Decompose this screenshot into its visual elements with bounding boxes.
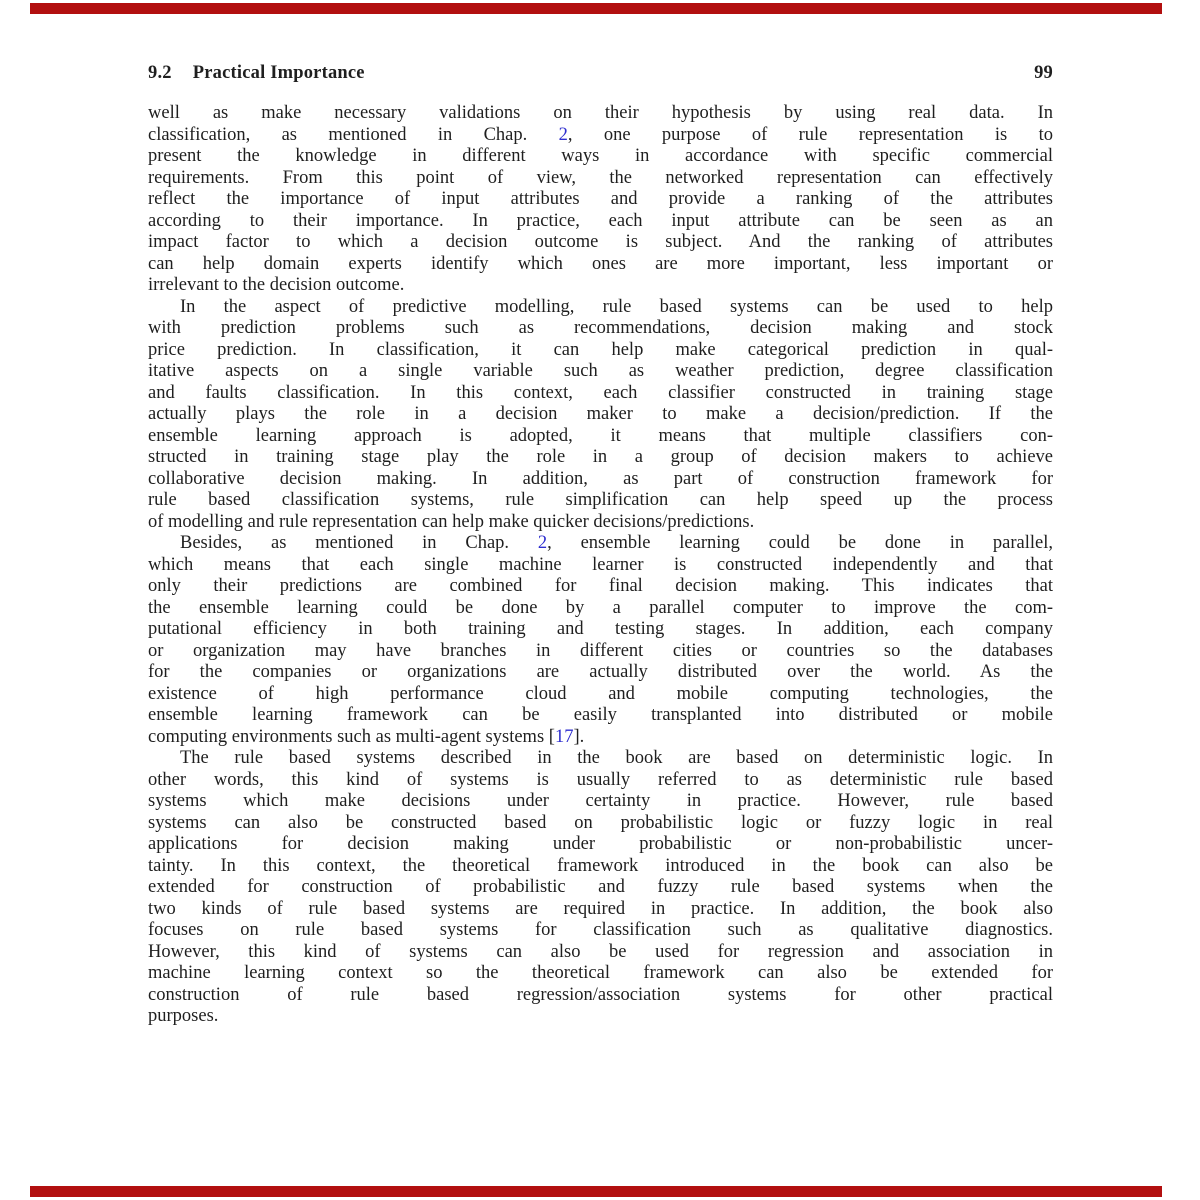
text-line: with prediction problems such as recommendations, decision making and stock bbox=[148, 318, 1053, 338]
text-line: machine learning context so the theoretical framework can also be extended for bbox=[148, 963, 1053, 983]
text-line: reflect the importance of input attributes and provide a ranking of the attributes bbox=[148, 189, 1053, 209]
chapter-2-ref-link[interactable]: 2 bbox=[558, 124, 568, 145]
paragraph bbox=[148, 297, 1053, 534]
text-line: focuses on rule based systems for classification such as qualitative diagnostics. bbox=[148, 920, 1053, 940]
text-line: putational efficiency in both training and testing stages. In addition, each company bbox=[148, 619, 1053, 639]
text-line: The rule based systems described in the book are based on deterministic logic. In bbox=[180, 748, 1053, 768]
text-line: only their predictions are combined for final decision making. This indicates that bbox=[148, 576, 1053, 596]
body-text bbox=[148, 103, 1053, 1028]
section-number: 9.2 bbox=[148, 63, 172, 83]
text-line: classification, as mentioned in Chap. 2, one purpose of rule representation is to bbox=[148, 124, 1053, 145]
text-line: two kinds of rule based systems are required in practice. In addition, the book also bbox=[148, 898, 1053, 919]
paragraph bbox=[148, 748, 1053, 1028]
paragraph bbox=[148, 533, 1053, 748]
text-line: systems which make decisions under certainty in practice. However, rule based bbox=[148, 791, 1053, 811]
text-line: impact factor to which a decision outcome is subject. And the ranking of attributes bbox=[148, 232, 1053, 252]
text-line: construction of rule based regression/association systems for other practical bbox=[148, 984, 1053, 1005]
text-line: and faults classification. In this context, each classifier constructed in training stage bbox=[148, 382, 1053, 403]
text-line: actually plays the role in a decision maker to make a decision/prediction. If the bbox=[148, 404, 1053, 424]
paragraph bbox=[148, 103, 1053, 297]
bottom-edge-bar bbox=[30, 1186, 1162, 1197]
text-line: or organization may have branches in different cities or countries so the databases bbox=[148, 640, 1053, 661]
text-line: itative aspects on a single variable such as weather prediction, degree classification bbox=[148, 361, 1053, 381]
text-line: according to their importance. In practice, each input attribute can be seen as an bbox=[148, 210, 1053, 231]
page-content bbox=[148, 62, 1053, 1028]
text-line: purposes. bbox=[148, 1006, 219, 1026]
text-line: tainty. In this context, the theoretical framework introduced in the book can also be bbox=[148, 855, 1053, 876]
text-line: can help domain experts identify which ones are more important, less important or bbox=[148, 253, 1053, 274]
text-line: other words, this kind of systems is usually referred to as deterministic rule based bbox=[148, 769, 1053, 790]
citation-17-link[interactable]: 17 bbox=[554, 726, 574, 747]
text-line: ensemble learning approach is adopted, it means that multiple classifiers con- bbox=[148, 425, 1053, 446]
text-line: the ensemble learning could be done by a parallel computer to improve the com- bbox=[148, 597, 1053, 618]
text-line: applications for decision making under probabilistic or non-probabilistic uncer- bbox=[148, 834, 1053, 854]
text-line: collaborative decision making. In addition, as part of construction framework for bbox=[148, 468, 1053, 489]
text-line: irrelevant to the decision outcome. bbox=[148, 275, 405, 295]
text-line: In the aspect of predictive modelling, rule based systems can be used to help bbox=[180, 296, 1053, 317]
text-line: However, this kind of systems can also be used for regression and association in bbox=[148, 941, 1053, 962]
text-line: of modelling and rule representation can help make quicker decisions/predictions. bbox=[148, 511, 755, 532]
text-line: existence of high performance cloud and mobile computing technologies, the bbox=[148, 683, 1053, 704]
text-line: rule based classification systems, rule simplification can help speed up the process bbox=[148, 490, 1053, 510]
section-title: Practical Importance bbox=[192, 63, 365, 83]
running-head bbox=[148, 62, 1053, 84]
text-line: ensemble learning framework can be easily transplanted into distributed or mobile bbox=[148, 705, 1053, 725]
text-line: extended for construction of probabilistic and fuzzy rule based systems when the bbox=[148, 877, 1053, 897]
running-head-title-group bbox=[148, 62, 365, 84]
text-line: well as make necessary validations on their hypothesis by using real data. In bbox=[148, 103, 1053, 123]
text-line: price prediction. In classification, it can help make categorical prediction in qual- bbox=[148, 339, 1053, 360]
text-line: present the knowledge in different ways in accordance with specific commercial bbox=[148, 146, 1053, 166]
page-number: 99 bbox=[1034, 63, 1053, 83]
text-line: structed in training stage play the role in a group of decision makers to achieve bbox=[148, 447, 1053, 467]
text-line: Besides, as mentioned in Chap. 2, ensemble learning could be done in parallel, bbox=[180, 533, 1053, 553]
text-line: for the companies or organizations are actually distributed over the world. As the bbox=[148, 662, 1053, 682]
text-line: which means that each single machine learner is constructed independently and that bbox=[148, 554, 1053, 575]
text-line: requirements. From this point of view, the networked representation can effectively bbox=[148, 167, 1053, 188]
text-line: systems can also be constructed based on probabilistic logic or fuzzy logic in real bbox=[148, 812, 1053, 833]
top-edge-bar bbox=[30, 3, 1162, 14]
chapter-2-ref-link[interactable]: 2 bbox=[537, 533, 548, 553]
text-line: computing environments such as multi-agent systems [17]. bbox=[148, 726, 585, 747]
